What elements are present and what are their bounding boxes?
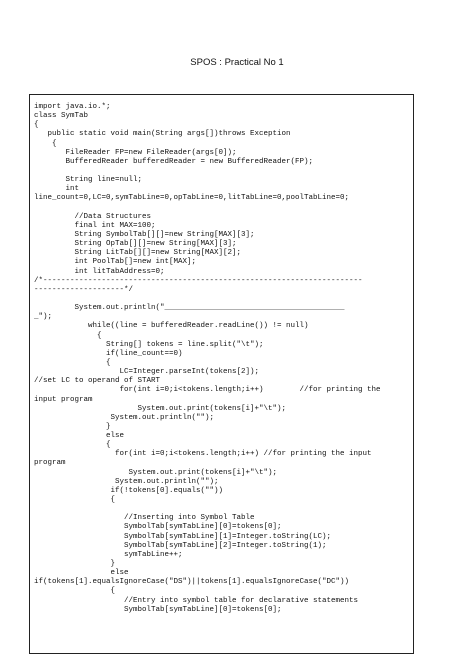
code-line: SymbolTab[symTabLine][2]=Integer.toString(1); (34, 541, 327, 550)
code-line: line_count=0,LC=0,symTabLine=0,opTabLine=0,litTabLine=0,poolTabLine=0; (34, 194, 350, 203)
code-line: LC=Integer.parseInt(tokens[2]); (34, 368, 260, 377)
code-line: import java.io.*; (34, 103, 111, 111)
code-line: public static void main(String args[])throws Exception (34, 130, 291, 139)
code-line: BufferedReader bufferedReader = new BufferedReader(FP); (34, 157, 314, 166)
code-line: int (34, 185, 80, 194)
code-line: for(int i=0;i<tokens.length;i++) //for printing the (34, 386, 381, 395)
code-line: { (34, 441, 111, 450)
code-line: int litTabAddress=0; (34, 267, 165, 276)
code-line: { (34, 331, 102, 340)
code-line: System.out.println(""); (34, 477, 219, 486)
code-line: String OpTab[][]=new String[MAX][3]; (34, 240, 237, 249)
code-line: String SymbolTab[][]=new String[MAX][3]; (34, 230, 255, 239)
code-line: } (34, 422, 111, 431)
code-line: String[] tokens = line.split("\t"); (34, 340, 264, 349)
code-line (34, 505, 414, 514)
code-line: System.out.print(tokens[i]+"\t"); (34, 404, 287, 413)
code-listing-box (29, 94, 414, 654)
code-listing (34, 103, 414, 615)
code-line: symTabLine++; (34, 550, 183, 559)
code-line: class SymTab (34, 112, 89, 121)
code-line: else (34, 569, 129, 578)
code-line: String LitTab[][]=new String[MAX][2]; (34, 249, 242, 258)
code-line: FileReader FP=new FileReader(args[0]); (34, 148, 237, 157)
code-line: SymbolTab[symTabLine][0]=tokens[0]; (34, 523, 282, 532)
code-line: final int MAX=100; (34, 221, 156, 230)
code-line: //Entry into symbol table for declarative statements (34, 596, 359, 605)
code-line: SymbolTab[symTabLine][1]=Integer.toString(LC); (34, 532, 332, 541)
code-line: SymbolTab[symTabLine][0]=tokens[0]; (34, 605, 282, 614)
code-line (34, 204, 414, 213)
code-line: if(!tokens[0].equals("")) (34, 486, 224, 495)
code-line: int PoolTab[]=new int[MAX]; (34, 258, 197, 267)
code-line: String line=null; (34, 176, 143, 185)
code-line (34, 295, 414, 304)
code-line: input program (34, 395, 93, 404)
code-line: if(line_count==0) (34, 349, 183, 358)
code-line (34, 167, 414, 176)
code-line: { (34, 496, 116, 505)
code-line: for(int i=0;i<tokens.length;i++) //for printing the input (34, 450, 372, 459)
code-line: --------------------*/ (34, 285, 134, 294)
code-line: System.out.print(tokens[i]+"\t"); (34, 468, 278, 477)
code-line: _"); (34, 313, 53, 322)
code-line: { (34, 139, 57, 148)
code-line: if(tokens[1].equalsIgnoreCase("DS")||tokens[1].equalsIgnoreCase("DC")) (34, 578, 350, 587)
code-line: { (34, 587, 116, 596)
code-line: //Data Structures (34, 212, 152, 221)
code-line: { (34, 358, 111, 367)
code-line: while((line = bufferedReader.readLine()) != null) (34, 322, 309, 331)
code-line: //Inserting into Symbol Table (34, 514, 255, 523)
code-line: } (34, 560, 116, 569)
page-title: SPOS : Practical No 1 (190, 57, 284, 68)
code-line: program (34, 459, 66, 468)
code-line: { (34, 121, 39, 130)
code-line: System.out.println("________________________________________ (34, 304, 345, 313)
code-line: /*----------------------------------------------------------------------- (34, 276, 363, 285)
code-line: else (34, 432, 125, 441)
code-line: System.out.println(""); (34, 413, 215, 422)
code-line: //set LC to operand of START (34, 377, 161, 386)
